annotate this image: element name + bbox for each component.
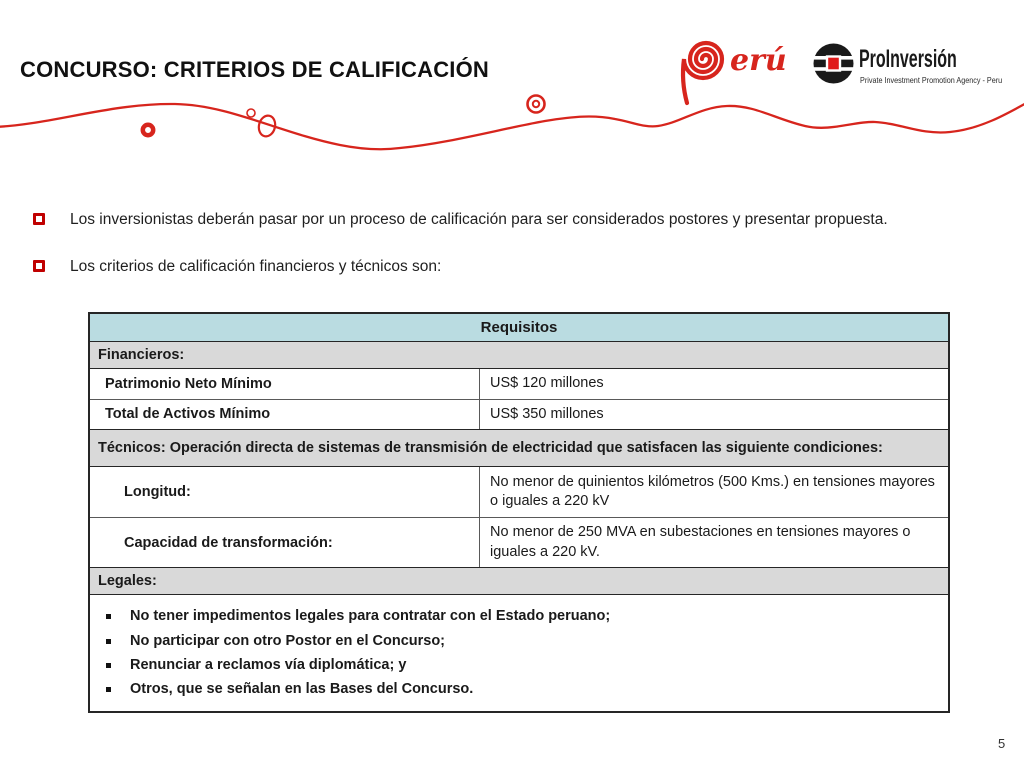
- proinversion-name: ProInversión: [859, 45, 957, 73]
- table-row: [90, 368, 948, 399]
- black-square-bullet-icon: [106, 663, 111, 668]
- row-label: Patrimonio Neto Mínimo: [90, 369, 480, 399]
- legales-item-text: No participar con otro Postor en el Concurso;: [130, 632, 446, 649]
- bullet-item: [25, 258, 985, 277]
- row-value: US$ 350 millones: [490, 405, 604, 422]
- section-row-financieros: Financieros:: [90, 341, 948, 368]
- black-square-bullet-icon: [106, 687, 111, 692]
- legales-item: [104, 608, 938, 625]
- legales-item: [104, 633, 938, 650]
- wave-ellipse-icon: [257, 114, 278, 138]
- black-square-bullet-icon: [106, 639, 111, 644]
- legales-item-text: No tener impedimentos legales para contratar con el Estado peruano;: [130, 608, 611, 625]
- wave-decoration-icon: [0, 85, 1024, 163]
- bullet-text: Los inversionistas deberán pasar por un proceso de calificación para ser considerados postores y presentar propuesta.: [70, 211, 888, 228]
- red-square-bullet-icon: [33, 213, 45, 225]
- wave-ring-icon: [143, 125, 153, 135]
- section-row-tecnicos: Técnicos: Operación directa de sistemas de transmisión de electricidad que satisfacen las siguiente condiciones:: [90, 429, 948, 466]
- section-row-legales: Legales:: [90, 567, 948, 594]
- requirements-table: [88, 312, 950, 713]
- page-number: 5: [998, 736, 1006, 751]
- row-label: Capacidad de transformación:: [90, 518, 480, 567]
- proinversion-emblem-icon: [813, 43, 854, 84]
- row-value: US$ 120 millones: [490, 375, 604, 391]
- wave-double-circle-inner-icon: [533, 101, 539, 107]
- legales-item: [104, 681, 938, 698]
- legales-item-text: Renunciar a reclamos vía diplomática; y: [130, 657, 407, 674]
- row-value: No menor de 250 MVA en subestaciones en tensiones mayores o iguales a 220 kV.: [490, 524, 911, 560]
- wave-double-circle-outer-icon: [528, 96, 545, 113]
- row-label: Total de Activos Mínimo: [90, 400, 480, 430]
- red-square-bullet-icon: [33, 260, 45, 272]
- wave-small-circle-icon: [247, 109, 255, 117]
- row-label: Longitud:: [90, 467, 480, 517]
- bullet-item: [25, 211, 985, 230]
- row-value: No menor de quinientos kilómetros (500 Kms.) en tensiones mayores o iguales a 220 kV: [490, 473, 935, 510]
- black-square-bullet-icon: [106, 614, 111, 619]
- legales-list: [90, 594, 948, 711]
- table-row: [90, 517, 948, 567]
- legales-item: [104, 657, 938, 674]
- svg-text:erú: erú: [730, 43, 787, 78]
- proinversion-tagline: Private Investment Promotion Agency - Peru: [860, 75, 1003, 85]
- table-header-requisitos: Requisitos: [90, 314, 948, 341]
- page-title: CONCURSO: CRITERIOS DE CALIFICACIÓN: [20, 57, 489, 82]
- table-row: [90, 399, 948, 430]
- bullet-text: Los criterios de calificación financieros y técnicos son:: [70, 258, 442, 275]
- table-row: [90, 466, 948, 517]
- legales-item-text: Otros, que se señalan en las Bases del Concurso.: [130, 681, 474, 698]
